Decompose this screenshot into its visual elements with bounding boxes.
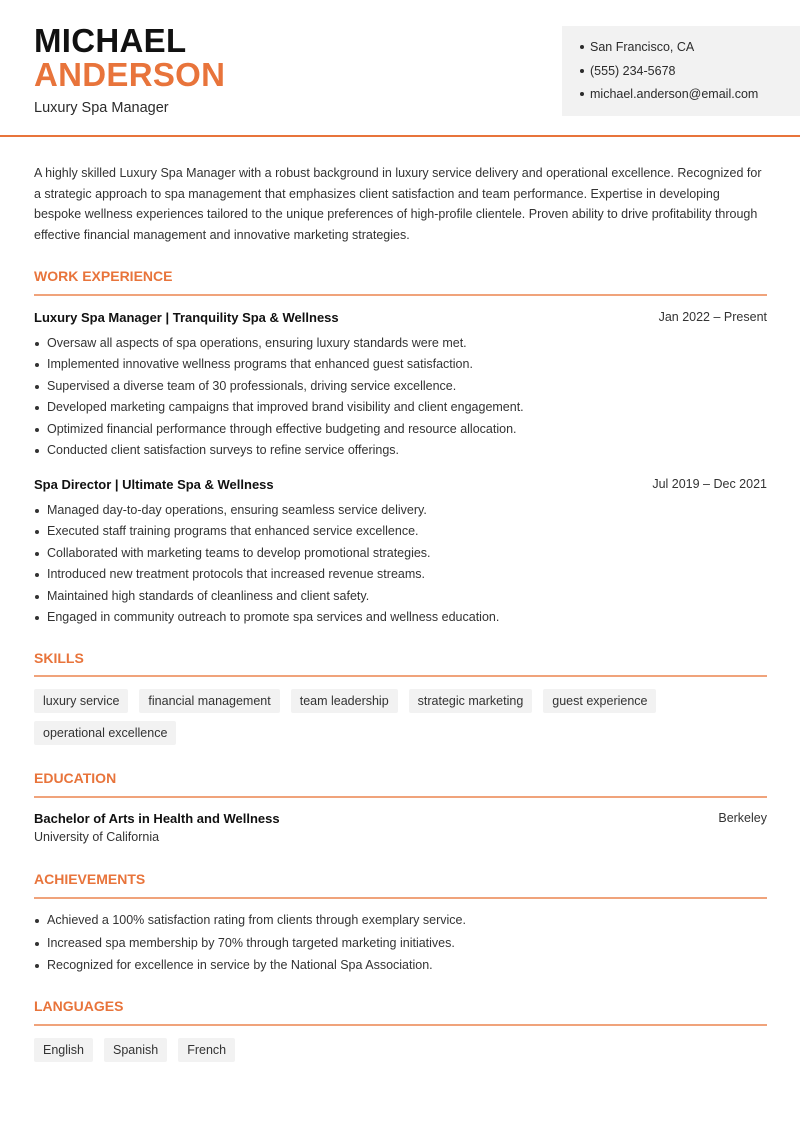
list-item: Introduced new treatment protocols that increased revenue streams. bbox=[34, 567, 767, 588]
section-title-languages: LANGUAGES bbox=[34, 998, 124, 1014]
language-chip: French bbox=[178, 1038, 235, 1062]
job-header bbox=[34, 477, 767, 492]
list-item: Developed marketing campaigns that improved brand visibility and client engagement. bbox=[34, 400, 767, 421]
section-divider bbox=[34, 796, 767, 798]
list-item: Managed day-to-day operations, ensuring seamless service delivery. bbox=[34, 503, 767, 524]
section-divider bbox=[34, 1024, 767, 1026]
list-item: Recognized for excellence in service by the National Spa Association. bbox=[34, 958, 767, 981]
skill-chip: strategic marketing bbox=[409, 689, 533, 713]
degree-name: Bachelor of Arts in Health and Wellness bbox=[34, 811, 280, 826]
languages-list bbox=[34, 1038, 767, 1062]
resume-header bbox=[0, 0, 800, 137]
achievements-list bbox=[34, 913, 767, 981]
job-title: Luxury Spa Manager bbox=[34, 100, 169, 116]
section-divider bbox=[34, 675, 767, 677]
section-divider bbox=[34, 897, 767, 899]
section-title-education: EDUCATION bbox=[34, 770, 117, 786]
contact-location: San Francisco, CA bbox=[580, 40, 800, 64]
job-dates: Jan 2022 – Present bbox=[658, 310, 767, 324]
job-bullets bbox=[34, 336, 767, 464]
skills-list bbox=[34, 689, 767, 745]
language-chip: English bbox=[34, 1038, 93, 1062]
list-item: Executed staff training programs that enhanced service excellence. bbox=[34, 524, 767, 545]
job-role: Luxury Spa Manager | Tranquility Spa & Wellness bbox=[34, 310, 339, 325]
school-name: University of California bbox=[34, 830, 160, 844]
contact-box bbox=[562, 26, 800, 116]
contact-email[interactable]: michael.anderson@email.com bbox=[580, 87, 800, 111]
section-divider bbox=[34, 294, 767, 296]
education-location: Berkeley bbox=[718, 811, 767, 825]
section-title-skills: SKILLS bbox=[34, 650, 84, 666]
skill-chip: luxury service bbox=[34, 689, 128, 713]
last-name: ANDERSON bbox=[34, 56, 226, 93]
contact-phone: (555) 234-5678 bbox=[580, 64, 800, 88]
skill-chip: operational excellence bbox=[34, 721, 176, 745]
list-item: Achieved a 100% satisfaction rating from clients through exemplary service. bbox=[34, 913, 767, 936]
section-title-achievements: ACHIEVEMENTS bbox=[34, 871, 146, 887]
skill-chip: financial management bbox=[139, 689, 279, 713]
section-title-experience: WORK EXPERIENCE bbox=[34, 268, 173, 284]
list-item: Increased spa membership by 70% through targeted marketing initiatives. bbox=[34, 936, 767, 959]
list-item: Implemented innovative wellness programs that enhanced guest satisfaction. bbox=[34, 357, 767, 378]
list-item: Supervised a diverse team of 30 professionals, driving service excellence. bbox=[34, 379, 767, 400]
list-item: Maintained high standards of cleanliness and client safety. bbox=[34, 589, 767, 610]
job-role: Spa Director | Ultimate Spa & Wellness bbox=[34, 477, 274, 492]
language-chip: Spanish bbox=[104, 1038, 167, 1062]
list-item: Engaged in community outreach to promote spa services and wellness education. bbox=[34, 610, 767, 631]
list-item: Optimized financial performance through effective budgeting and resource allocation. bbox=[34, 422, 767, 443]
list-item: Oversaw all aspects of spa operations, ensuring luxury standards were met. bbox=[34, 336, 767, 357]
education-header bbox=[34, 811, 767, 826]
list-item: Collaborated with marketing teams to develop promotional strategies. bbox=[34, 546, 767, 567]
first-name: MICHAEL bbox=[34, 22, 187, 59]
summary-paragraph: A highly skilled Luxury Spa Manager with a robust background in luxury service delivery and operational excellence. Recognized for a strategic approach to spa management that emphasizes client satisfaction and team performance. Expertise in developing bespoke wellness experiences tailored to the unique preferences of high-profile clientele. Proven ability to drive profitability through effective financial management and innovative marketing strategies. bbox=[34, 166, 762, 243]
job-header bbox=[34, 310, 767, 325]
skill-chip: team leadership bbox=[291, 689, 398, 713]
list-item: Conducted client satisfaction surveys to refine service offerings. bbox=[34, 443, 767, 464]
skill-chip: guest experience bbox=[543, 689, 656, 713]
job-dates: Jul 2019 – Dec 2021 bbox=[652, 477, 767, 491]
job-bullets bbox=[34, 503, 767, 631]
